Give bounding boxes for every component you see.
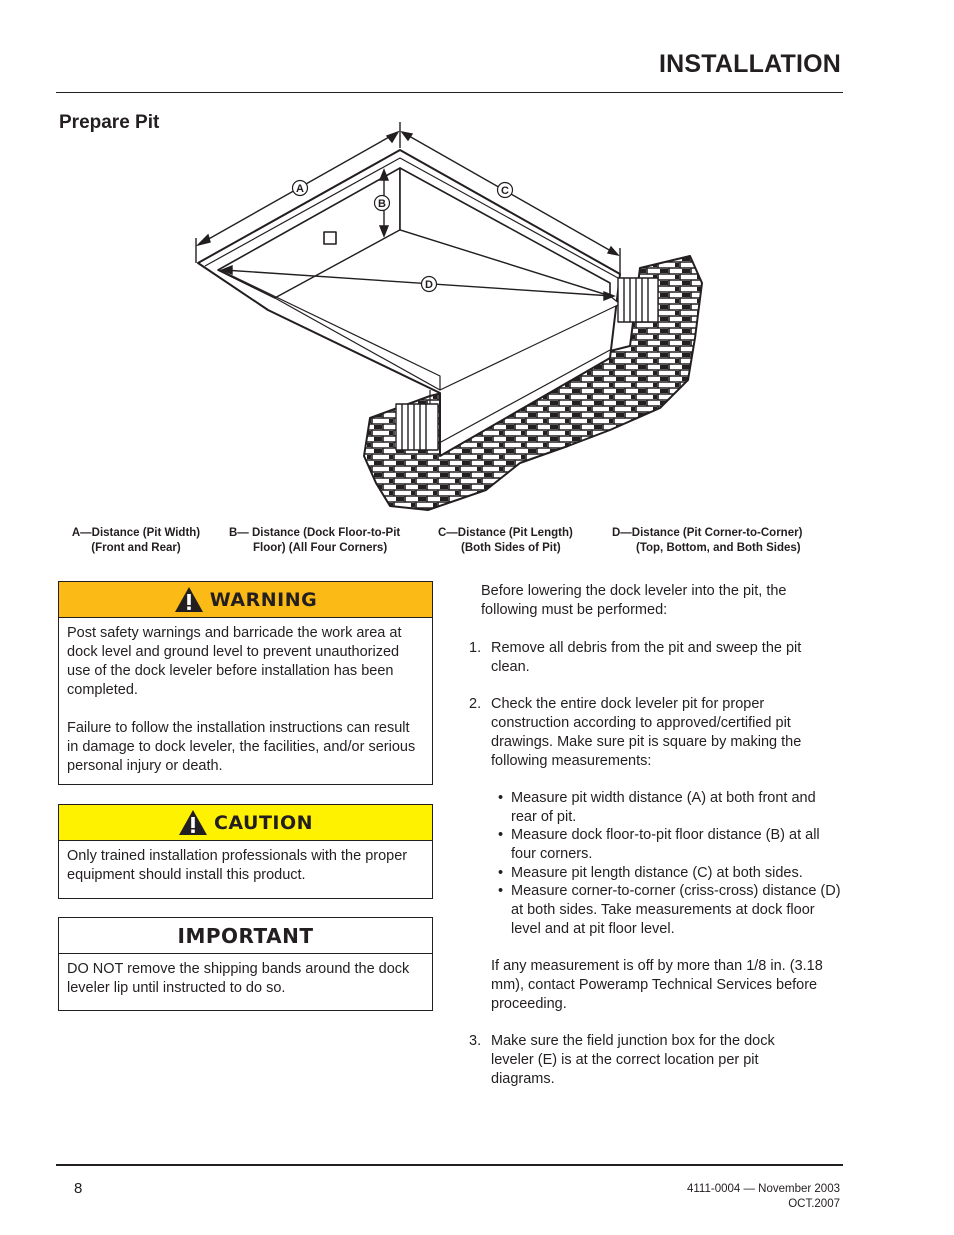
caution-box: [58, 804, 433, 899]
warning-header: [59, 582, 432, 618]
bullet-4-text: Measure corner-to-corner (criss-cross) distance (D) at both sides. Take measurements at dock floor level and at pit floor level.: [511, 883, 841, 937]
svg-text:B: B: [378, 198, 386, 210]
section-heading: Prepare Pit: [59, 112, 160, 133]
caution-text: Only trained installation professionals with the proper equipment should install this product.: [67, 848, 408, 883]
caption-c: [438, 526, 598, 556]
bullet-2-dot: •: [498, 827, 504, 843]
step-1-text: Remove all debris from the pit and sweep the pit clean.: [491, 640, 802, 675]
page-title: INSTALLATION: [658, 50, 841, 78]
bullet-1-text: Measure pit width distance (A) at both front and rear of pit.: [511, 790, 816, 825]
warning-text-1: Post safety warnings and barricade the work area at dock level and ground level to prevent unauthorized use of the dock leveler before installation has been completed.: [67, 625, 402, 698]
caption-b-line2: Floor) (All Four Corners): [253, 542, 388, 554]
page-number: 8: [74, 1180, 83, 1197]
document-number: 4111-0004 — November 2003: [686, 1183, 840, 1195]
warning-triangle-icon: [174, 586, 204, 613]
bullet-2-text: Measure dock floor-to-pit floor distance (B) at all four corners.: [511, 827, 820, 862]
callout-a: [293, 181, 308, 196]
warning-label: WARNING: [209, 588, 318, 611]
caption-b: [229, 526, 429, 556]
callout-b: [375, 196, 390, 211]
caption-d: [612, 526, 837, 556]
caption-a-line2: (Front and Rear): [91, 542, 181, 554]
footer-divider: [56, 1164, 843, 1166]
caption-b-line1: B— Distance (Dock Floor-to-Pit: [229, 527, 401, 539]
svg-text:D: D: [425, 279, 433, 291]
step-3-text: Make sure the field junction box for the dock leveler (E) is at the correct location per pit diagrams.: [491, 1033, 775, 1087]
step-2-text: Check the entire dock leveler pit for proper construction according to approved/certified pit drawings. Make sure pit is square by making the following measurements:: [491, 696, 802, 769]
caution-triangle-icon: [178, 809, 208, 836]
measurement-note: If any measurement is off by more than 1/8 in. (3.18 mm), contact Poweramp Technical Services before proceeding.: [491, 958, 823, 1012]
pit-illustration: [198, 150, 702, 510]
step-3-number: 3.: [469, 1033, 482, 1049]
important-header: [59, 918, 432, 954]
caption-d-line1: D—Distance (Pit Corner-to-Corner): [612, 527, 803, 539]
header-divider: [56, 92, 843, 93]
caption-d-line2: (Top, Bottom, and Both Sides): [636, 542, 801, 554]
important-label: IMPORTANT: [177, 923, 314, 948]
step-2-number: 2.: [469, 696, 482, 712]
svg-text:C: C: [501, 185, 509, 197]
instructions-intro: Before lowering the dock leveler into the pit, the following must be performed:: [481, 583, 787, 618]
caution-label: CAUTION: [213, 811, 314, 834]
important-box: [58, 917, 433, 1011]
bullet-3-dot: •: [498, 865, 504, 881]
caption-a-line1: A—Distance (Pit Width): [71, 527, 201, 539]
caution-header: [59, 805, 432, 841]
svg-text:A: A: [296, 183, 304, 195]
important-text: DO NOT remove the shipping bands around the dock leveler lip until instructed to do so.: [67, 961, 410, 996]
caption-c-line2: (Both Sides of Pit): [461, 542, 561, 554]
callout-d: [422, 277, 437, 292]
step-1-number: 1.: [469, 640, 482, 656]
document-revision: OCT.2007: [788, 1198, 840, 1210]
document-id: [687, 1182, 840, 1212]
bullet-3-text: Measure pit length distance (C) at both sides.: [511, 865, 803, 881]
pit-diagram: [190, 118, 720, 528]
bullet-4-dot: •: [498, 883, 504, 899]
caption-c-line1: C—Distance (Pit Length): [438, 527, 573, 539]
warning-box: [58, 581, 433, 785]
bullet-1-dot: •: [498, 790, 504, 806]
warning-text-2: Failure to follow the installation instructions can result in damage to dock leveler, the facilities, and/or serious personal injury or death.: [67, 720, 416, 774]
caption-a: [66, 526, 206, 556]
callout-c: [498, 183, 513, 198]
